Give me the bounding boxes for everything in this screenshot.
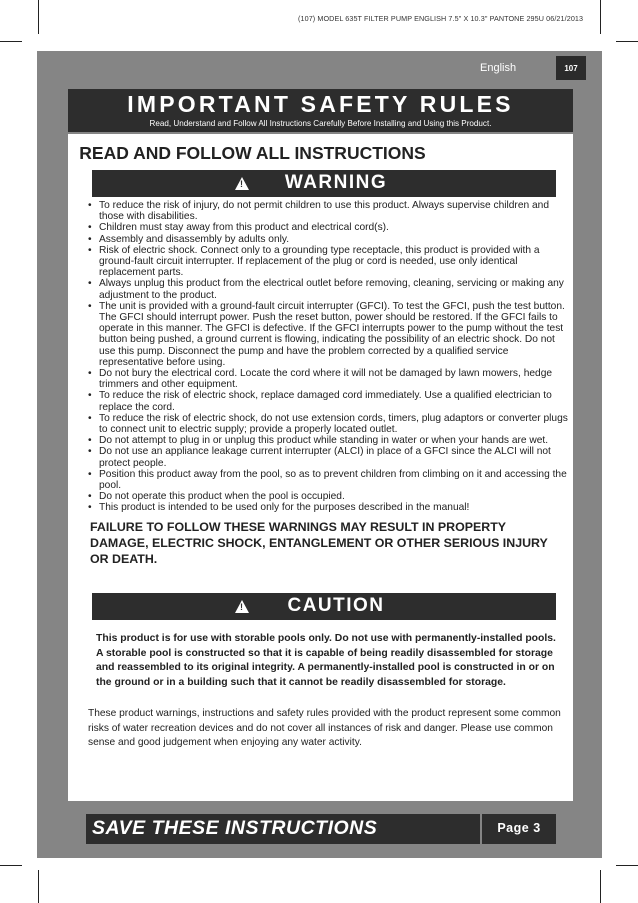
list-item: • The unit is provided with a ground-fault circuit interrupter (GFCI). To test the GFCI, push the test button. The GFCI should interrupt power. Push the reset button, power should be restored. If the GFCI fails to operate in this manner. The GFCI is defective. If the GFCI interrupts power to the pump without the test button being pushed, a ground current is flowing, indicating the possibility of an electric shock. Do not use this pump. Disconnect the pump and have the problem corrected by a qualified service representative before using. [88,301,568,368]
list-item: • Do not operate this product when the pool is occupied. [88,491,568,502]
page-subtitle: Read, Understand and Follow All Instructions Carefully Before Installing and Using this Product. [149,119,492,128]
list-item: • Always unplug this product from the electrical outlet before removing, cleaning, servicing or making any adjustment to the product. [88,278,568,300]
warning-label-text: WARNING [284,172,388,193]
title-banner [68,89,573,132]
caution-text: This product is for use with storable pools only. Do not use with permanently-installed pools. A storable pool is constructed so that it is capable of being readily disassembled for storage and reassembled to its original integrity. A permanently-installed pool is constructed in or on the ground or in a building such that it cannot be readily disassembled for storage. [96,633,556,689]
list-item: • Do not attempt to plug in or unplug this product while standing in water or when your hands are wet. [88,435,568,446]
list-item: • To reduce the risk of electric shock, do not use extension cords, timers, plug adaptors or converter plugs to connect unit to electric supply; provide a properly located outlet. [88,413,568,435]
notice-text: These product warnings, instructions and safety rules provided with the product represent some common risks of water recreation devices and do not cover all instances of risk and danger. Please use common sense and good judgement when enjoying any water activity. [88,708,561,748]
crop-mark [0,41,22,42]
list-item: • Assembly and disassembly by adults only. [88,234,568,245]
list-item: • Children must stay away from this product and electrical cord(s). [88,222,568,233]
page-number: Page 3 [497,821,541,835]
crop-mark [600,870,601,903]
crop-mark [38,0,39,34]
crop-mark [616,865,638,866]
caution-label [92,595,556,617]
list-item: • To reduce the risk of injury, do not permit children to use this product. Always supervise children and those with disabilities. [88,200,568,222]
read-follow-heading: READ AND FOLLOW ALL INSTRUCTIONS [79,143,426,163]
failure-warning: FAILURE TO FOLLOW THESE WARNINGS MAY RESULT IN PROPERTY DAMAGE, ELECTRIC SHOCK, ENTANGLEMENT OR OTHER SERIOUS INJURY OR DEATH. [90,520,548,566]
list-item: • This product is intended to be used only for the purposes described in the manual! [88,502,568,513]
list-item: • Risk of electric shock. Connect only to a grounding type receptacle, this product is provided with a ground-fault circuit interrupter. If replacement of the plug or cord is needed, use only identical replacement parts. [88,245,568,279]
page-code: 107 [564,63,578,73]
warning-banner [92,170,556,197]
crop-mark [0,865,22,866]
page-code-badge [556,56,586,80]
crop-mark [38,870,39,903]
crop-mark [600,0,601,34]
list-item: • Position this product away from the pool, so as to prevent children from climbing on it and accessing the pool. [88,469,568,491]
save-instructions-banner [86,814,480,844]
print-header-text: (107) MODEL 635T FILTER PUMP ENGLISH 7.5" X 10.3" PANTONE 295U 06/21/2013 [298,14,584,23]
page-number-badge [482,814,556,844]
save-instructions-label: SAVE THESE INSTRUCTIONS [92,817,378,839]
crop-mark [616,41,638,42]
list-item: • Do not use an appliance leakage current interrupter (ALCI) in place of a GFCI since the ALCI will not protect people. [88,446,568,468]
caution-banner [92,593,556,620]
list-item: • Do not bury the electrical cord. Locate the cord where it will not be damaged by lawn mowers, hedge trimmers and other equipment. [88,368,568,390]
language-label: English [480,62,517,74]
caution-label-text: CAUTION [287,595,385,616]
warning-list [88,200,568,514]
page-title: IMPORTANT SAFETY RULES [127,91,514,117]
warning-label [92,172,556,194]
list-item: • To reduce the risk of electric shock, replace damaged cord immediately. Use a qualified electrician to replace the cord. [88,390,568,412]
